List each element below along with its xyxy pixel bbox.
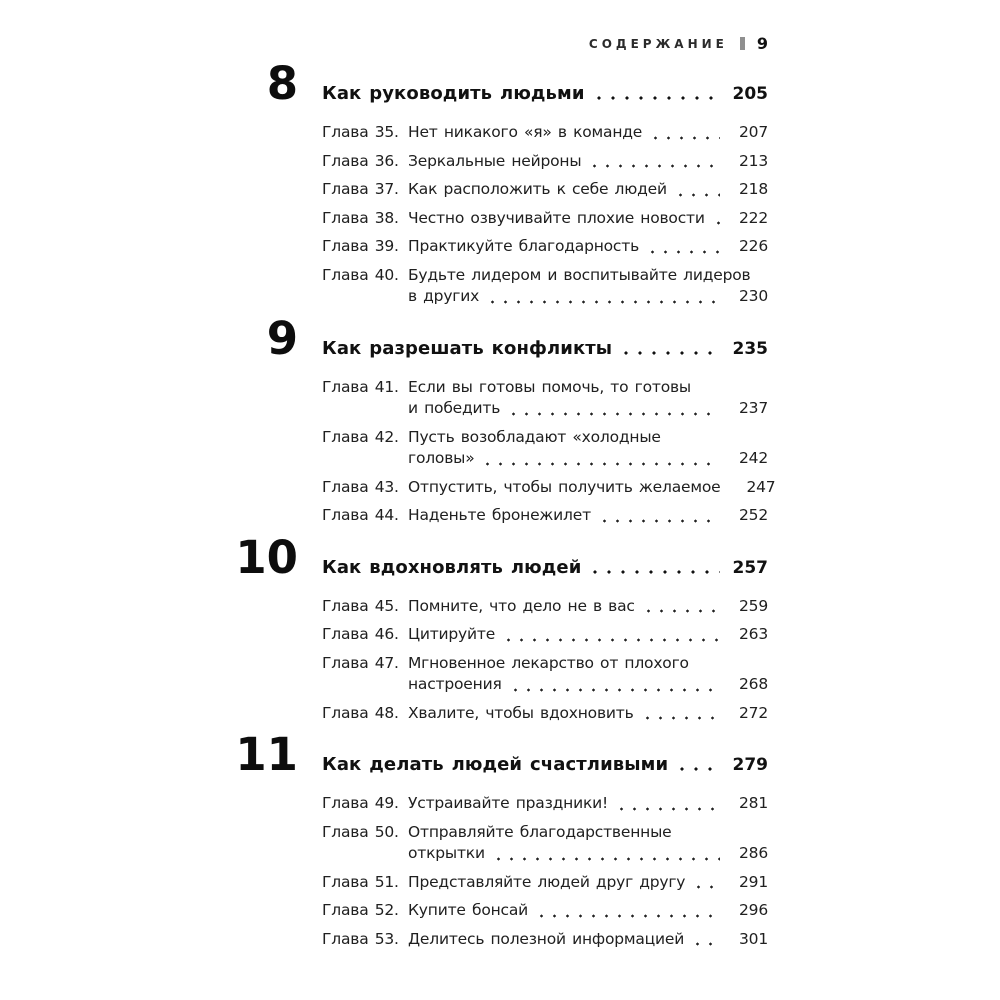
section-heading (208, 530, 768, 584)
dot-leader (692, 872, 720, 894)
chapter-label: Глава 43. (322, 477, 399, 496)
toc-entry (322, 179, 768, 201)
chapter-title: Практикуйте благодарность (408, 237, 640, 255)
section-page-number: 257 (732, 557, 768, 578)
section-page-number: 205 (732, 84, 768, 104)
dot-leader (619, 315, 720, 363)
section-number: 9 (266, 311, 298, 365)
chapter-page-number: 268 (739, 675, 768, 693)
chapter-list (322, 122, 768, 308)
chapter-title: Мгновенное лекарство от плохого (408, 653, 689, 672)
toc-entry (322, 703, 768, 725)
chapter-list (322, 793, 768, 950)
current-page-number: 9 (756, 34, 768, 53)
section-page-number: 235 (732, 338, 768, 359)
toc-entry (322, 929, 768, 951)
section-10 (208, 530, 768, 725)
chapter-page-number: 296 (739, 901, 768, 919)
section-heading (208, 311, 768, 365)
dot-leader (615, 793, 720, 815)
chapter-page-number: 237 (739, 399, 768, 417)
section-number: 10 (235, 530, 298, 584)
section-title: Как делать людей счастливыми (322, 754, 669, 775)
toc-entry (322, 151, 768, 173)
header-separator-bar (740, 37, 745, 50)
chapter-page-number: 272 (739, 703, 768, 722)
running-header (589, 34, 768, 53)
chapter-list (322, 377, 776, 527)
section-title: Как разрешать конфликты (322, 337, 613, 359)
chapter-title: Делитесь полезной информацией (408, 929, 685, 948)
section-title: Как вдохновлять людей (322, 556, 582, 578)
chapter-title: Хвалите, чтобы вдохновить (408, 703, 634, 722)
toc-entry (322, 872, 768, 894)
chapter-label: Глава 45. (322, 596, 399, 615)
dot-leader (492, 843, 720, 865)
chapter-label: Глава 41. (322, 377, 399, 396)
chapter-page-number: 286 (739, 844, 768, 862)
dot-leader (641, 703, 720, 725)
section-9 (208, 311, 776, 527)
chapter-title: Если вы готовы помочь, то готовы (408, 377, 691, 396)
chapter-label: Глава 46. (322, 625, 399, 643)
chapter-page-number: 247 (746, 477, 776, 496)
section-number: 8 (266, 57, 298, 110)
chapter-label: Глава 38. (322, 208, 399, 227)
dot-leader (598, 505, 720, 527)
dot-leader (481, 448, 720, 470)
section-heading (208, 57, 768, 110)
chapter-page-number: 222 (739, 208, 768, 227)
chapter-label: Глава 36. (322, 151, 399, 170)
chapter-list (322, 596, 768, 725)
dot-leader (502, 624, 720, 646)
toc-entry (322, 477, 776, 499)
chapter-label: Глава 39. (322, 237, 399, 255)
chapter-label: Глава 44. (322, 506, 399, 524)
chapter-label: Глава 35. (322, 123, 399, 141)
dot-leader (675, 731, 720, 779)
chapter-label: Глава 48. (322, 703, 399, 722)
chapter-page-number: 259 (739, 596, 768, 615)
chapter-title-continuation: открытки (408, 844, 485, 862)
toc-entry (322, 122, 768, 144)
chapter-title-continuation: и победить (408, 399, 501, 417)
section-8 (208, 57, 768, 308)
dot-leader (486, 286, 720, 308)
chapter-label: Глава 53. (322, 929, 399, 948)
dot-leader (588, 151, 720, 173)
chapter-title: Помните, что дело не в вас (408, 596, 635, 615)
dot-leader (712, 208, 720, 230)
chapter-page-number: 242 (739, 449, 768, 467)
chapter-page-number: 291 (739, 872, 768, 891)
dot-leader (691, 929, 720, 951)
chapter-title: Устраивайте праздники! (408, 794, 608, 812)
chapter-page-number: 263 (739, 625, 768, 643)
section-number: 11 (235, 728, 298, 781)
chapter-title: Честно озвучивайте плохие новости (408, 208, 705, 227)
toc-entry (322, 822, 768, 865)
dot-leader (642, 596, 720, 618)
chapter-label: Глава 42. (322, 427, 399, 446)
chapter-title-continuation: настроения (408, 675, 502, 693)
dot-leader (674, 179, 720, 201)
chapter-title: Наденьте бронежилет (408, 506, 591, 524)
chapter-title: Как расположить к себе людей (408, 180, 667, 198)
chapter-page-number: 230 (739, 287, 768, 305)
toc-entry (322, 236, 768, 258)
toc-entry (322, 624, 768, 646)
chapter-title-continuation: головы» (408, 449, 475, 467)
chapter-label: Глава 40. (322, 265, 399, 284)
chapter-title: Представляйте людей друг другу (408, 872, 686, 891)
chapter-title-continuation: в других (408, 287, 480, 305)
chapter-title: Купите бонсай (408, 901, 529, 919)
chapter-title: Отправляйте благодарственные (408, 822, 672, 841)
chapter-label: Глава 52. (322, 901, 399, 919)
section-heading (208, 728, 768, 781)
chapter-title: Отпустить, чтобы получить желаемое (408, 477, 721, 496)
toc-entry (322, 265, 768, 308)
dot-leader (646, 236, 720, 258)
table-of-contents (208, 57, 776, 957)
toc-entry (322, 427, 768, 470)
toc-entry (322, 900, 768, 922)
dot-leader (509, 674, 720, 696)
toc-entry (322, 793, 768, 815)
chapter-label: Глава 51. (322, 872, 399, 891)
section-page-number: 279 (732, 755, 768, 775)
chapter-title: Зеркальные нейроны (408, 151, 582, 170)
chapter-label: Глава 47. (322, 653, 399, 672)
chapter-label: Глава 49. (322, 794, 399, 812)
toc-entry (322, 653, 768, 696)
toc-entry (322, 596, 768, 618)
chapter-title: Цитируйте (408, 625, 496, 643)
toc-entry (322, 505, 768, 527)
chapter-page-number: 218 (739, 180, 768, 198)
chapter-title: Будьте лидером и воспитывайте лидеров (408, 265, 751, 284)
section-title: Как руководить людьми (322, 83, 585, 104)
dot-leader (649, 122, 720, 144)
dot-leader (507, 398, 720, 420)
toc-entry (322, 208, 768, 230)
toc-entry (322, 377, 768, 420)
chapter-page-number: 301 (739, 929, 768, 948)
chapter-page-number: 213 (739, 151, 768, 170)
chapter-label: Глава 50. (322, 822, 399, 841)
section-11 (208, 728, 768, 950)
chapter-page-number: 252 (739, 506, 768, 524)
chapter-title: Нет никакого «я» в команде (408, 123, 643, 141)
contents-heading: СОДЕРЖАНИЕ (588, 36, 728, 51)
dot-leader (592, 60, 720, 108)
chapter-page-number: 281 (739, 794, 768, 812)
chapter-label: Глава 37. (322, 180, 399, 198)
chapter-title: Пусть возобладают «холодные (408, 427, 661, 446)
dot-leader (535, 900, 720, 922)
dot-leader (588, 534, 720, 582)
chapter-page-number: 207 (739, 123, 768, 141)
chapter-page-number: 226 (739, 237, 768, 255)
